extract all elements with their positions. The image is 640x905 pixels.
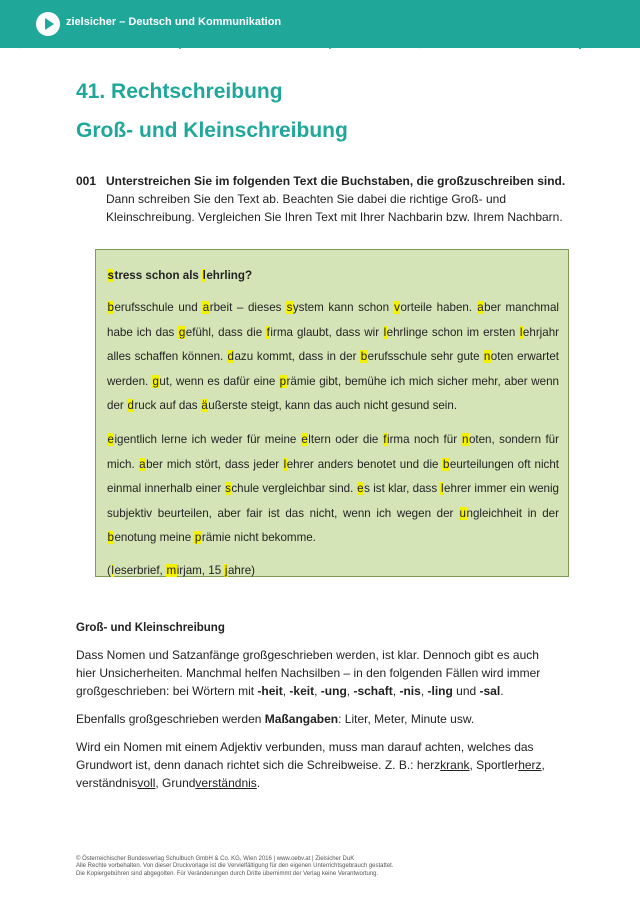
letter-paragraph-2: eigentlich lerne ich weder für meine eltern oder die firma noch für noten, sondern für mich. aber mich stört, dass jeder lehrer anders benotet und die beurteilungen oft nicht einmal innerhalb einer schule vergleichbar sind. es ist klar, dass lehrer immer ein wenig subjektiv beurteilen, aber fair ist das nicht, wenn ich wegen der ungleichheit in der benotung meine prämie nicht bekomme.: [107, 432, 559, 545]
highlighted-letter: a: [202, 301, 210, 314]
highlighted-letter: l: [440, 482, 444, 496]
footer-line-2: Alle Rechte vorbehalten. Von dieser Druckvorlage ist die Vervielfältigung für den eigenen Unterrichtsgebrauch gestattet.: [76, 863, 394, 870]
highlighted-letter: l: [283, 457, 287, 471]
highlighted-letter: f: [383, 432, 387, 446]
highlighted-letter: l: [383, 325, 387, 339]
brand-title: zielsicher – Deutsch und Kommunikation: [66, 16, 282, 28]
task-instructions: [76, 172, 576, 226]
highlighted-letter: f: [266, 325, 270, 339]
highlighted-letter: ä: [201, 399, 208, 413]
highlighted-letter: b: [107, 301, 114, 314]
highlighted-letter: u: [459, 506, 466, 520]
highlighted-letter: e: [301, 432, 308, 446]
task-rest: Dann schreiben Sie den Text ab. Beachten Sie dabei die richtige Groß- und Kleinschreibung. Vergleichen Sie Ihren Text mit Ihrer Nachbarin bzw. Ihrem Nachbarn.: [106, 192, 563, 224]
footer-line-3: Die Kopiergebühren sind abgegolten. Für Veränderungen durch Dritte übernimmt der Verlag keine Verantwortung.: [76, 870, 379, 877]
highlighted-letter: l: [111, 563, 114, 577]
play-logo-icon: [36, 12, 60, 36]
underlined-term: herz: [518, 758, 542, 772]
highlighted-letter: e: [357, 482, 364, 496]
highlighted-letter: s: [225, 482, 231, 496]
highlighted-letter: v: [394, 301, 400, 314]
rules-paragraph-2: Ebenfalls großgeschrieben werden Maßangaben: Liter, Meter, Minute usw.: [76, 712, 475, 726]
highlighted-letter: d: [127, 399, 134, 413]
highlighted-letter: a: [139, 457, 146, 471]
page-subtitle: Groß- und Kleinschreibung: [76, 119, 348, 142]
bold-term: -sal: [479, 684, 501, 698]
highlighted-letter: g: [152, 374, 159, 388]
highlighted-letter: d: [227, 350, 234, 364]
highlighted-letter: l: [202, 269, 206, 282]
bold-term: -ung: [320, 684, 347, 698]
task-lead: Unterstreichen Sie im folgenden Text die Buchstaben, die großzuschreiben sind.: [106, 174, 566, 188]
rules-section: [76, 619, 556, 802]
rules-paragraph-1: Dass Nomen und Satzanfänge großgeschrieben werden, ist klar. Dennoch gibt es auch hier Unsicherheiten. Manchmal helfen Nachsilben – in den folgenden Fällen wird immer großgeschrieben: bei Wörtern mit -heit, -keit, -ung, -schaft, -nis, -ling und -sal.: [76, 648, 541, 698]
highlighted-letter: e: [107, 432, 114, 446]
header-wave: [0, 36, 640, 50]
bold-term: -nis: [399, 684, 421, 698]
highlighted-letter: s: [107, 269, 114, 282]
bold-term: -heit: [257, 684, 283, 698]
letter-paragraph-1: berufsschule und arbeit – dieses system kann schon vorteile haben. aber manchmal habe ich das gefühl, dass die firma glaubt, dass wir lehrlinge schon im ersten lehrjahr alles schaffen können. dazu kommt, dass in der berufsschule sehr gute noten erwartet werden. gut, wenn es dafür eine prämie gibt, bemühe ich mich sicher mehr, aber wenn der druck auf das äußerste steigt, kann das auch nicht gesund sein.: [107, 301, 560, 413]
bold-term: -schaft: [353, 684, 393, 698]
highlighted-letter: g: [178, 325, 186, 339]
letter-signature: (leserbrief, mirjam, 15 jahre): [107, 563, 256, 577]
highlighted-letter: s: [286, 301, 293, 314]
highlighted-letter: l: [519, 325, 523, 339]
footer-line-1: © Österreichischer Bundesverlag Schulbuch GmbH & Co. KG, Wien 2016 | www.oebv.at | Zielsicher DuK: [76, 856, 355, 862]
highlighted-letter: b: [442, 457, 450, 471]
underlined-term: verständnis: [195, 776, 257, 790]
page-title: 41. Rechtschreibung: [76, 80, 283, 103]
underlined-term: voll: [137, 776, 156, 790]
task-number: 001: [76, 174, 97, 188]
footer: [76, 856, 576, 878]
highlighted-letter: b: [360, 350, 368, 364]
highlighted-letter: n: [461, 432, 469, 446]
highlighted-letter: p: [194, 531, 202, 545]
letter-box: [95, 249, 569, 577]
highlighted-letter: n: [483, 350, 491, 364]
letter-heading: stress schon als lehrling?: [107, 269, 253, 282]
rules-paragraph-3: Wird ein Nomen mit einem Adjektiv verbunden, muss man darauf achten, welches das Grundwort ist, denn danach richtet sich die Schreibweise. Z. B.: herzkrank, Sportlerherz, verständnisvoll, Grundverständnis.: [76, 740, 545, 790]
bold-term: -ling: [427, 684, 453, 698]
highlighted-letter: p: [279, 374, 287, 388]
highlighted-letter: a: [477, 301, 484, 314]
highlighted-letter: m: [166, 563, 177, 577]
bold-term: -keit: [289, 684, 315, 698]
highlighted-letter: b: [107, 531, 114, 545]
page-header: [0, 0, 640, 48]
highlighted-letter: j: [224, 563, 228, 577]
underlined-term: krank: [440, 758, 470, 772]
bold-term: Maßangaben: [264, 712, 339, 726]
rules-heading: Groß- und Kleinschreibung: [76, 622, 225, 634]
